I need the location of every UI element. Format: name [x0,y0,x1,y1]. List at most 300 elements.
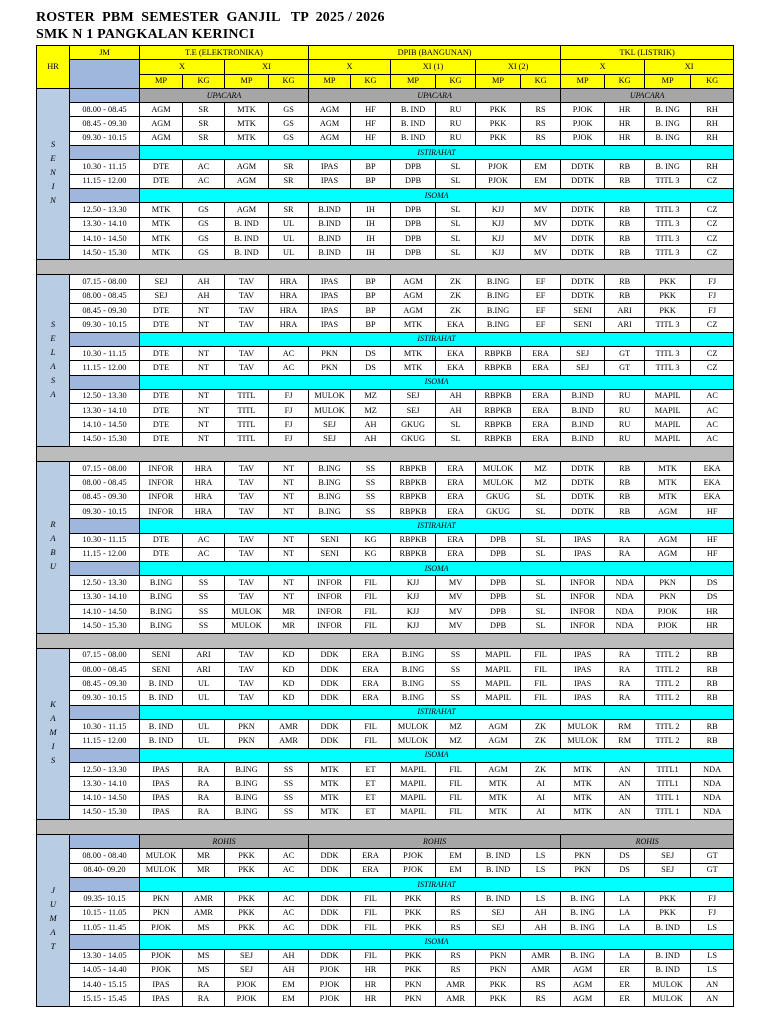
teacher-cell: ERA [436,462,476,476]
teacher-cell: DS [605,849,645,863]
subject-cell: B.IND [309,203,351,217]
subject-cell: DDK [309,849,351,863]
subject-cell: PJOK [309,978,351,992]
subject-cell: DDK [309,662,351,676]
subject-cell: TITL [225,432,269,446]
subject-cell: TAV [225,504,269,518]
teacher-cell: AH [269,963,309,977]
subject-cell: IPAS [140,978,183,992]
teacher-cell: RS [436,906,476,920]
session-label: UPACARA [140,88,309,102]
time-cell: 11.15 - 12.00 [70,547,140,561]
subject-cell: TAV [225,476,269,490]
teacher-cell: RA [183,978,225,992]
teacher-cell: FJ [691,906,734,920]
subject-cell: RBPKB [391,533,436,547]
teacher-cell: EKA [691,490,734,504]
class-header: X [140,60,225,74]
subject-cell: AGM [645,533,691,547]
teacher-cell: AH [521,920,561,934]
table-row [37,318,734,332]
teacher-cell: NDA [691,777,734,791]
teacher-cell: GS [183,203,225,217]
teacher-cell: SL [521,619,561,633]
teacher-cell: SS [351,476,391,490]
teacher-cell: SL [436,160,476,174]
subject-cell: PKN [225,720,269,734]
subject-cell: PKK [391,906,436,920]
teacher-cell: SL [436,231,476,245]
teacher-cell: AMR [521,949,561,963]
break-label: ISOMA [140,562,734,576]
subject-cell: B. IND [140,677,183,691]
break-label: ISOMA [140,748,734,762]
teacher-cell: RB [605,160,645,174]
teacher-cell: GS [183,231,225,245]
subject-cell: MTK [645,462,691,476]
teacher-cell: ERA [436,533,476,547]
teacher-cell: CZ [691,203,734,217]
school-name: SMK N 1 PANGKALAN KERINCI [36,27,255,42]
subject-cell: PJOK [561,103,605,117]
subject-cell: PKN [309,346,351,360]
teacher-cell: SL [521,576,561,590]
subject-cell: MTK [140,217,183,231]
teacher-cell: HR [691,619,734,633]
subject-cell: DPB [391,174,436,188]
time-cell: 08.45 - 09.30 [70,490,140,504]
divider-cell [37,447,734,462]
subject-cell: IPAS [140,791,183,805]
subject-cell: PKK [225,920,269,934]
subject-cell: DDTK [561,203,605,217]
teacher-cell: AN [605,777,645,791]
teacher-cell: EF [521,289,561,303]
subject-cell: PKK [225,906,269,920]
teacher-cell: GS [183,217,225,231]
time-cell [70,332,140,346]
kg-header: KG [269,74,309,88]
time-cell: 12.50 - 13.30 [70,762,140,776]
teacher-cell: AC [691,418,734,432]
subject-cell: DDK [309,863,351,877]
teacher-cell: MZ [521,462,561,476]
subject-cell: DTE [140,389,183,403]
break-label: ISTIRAHAT [140,519,734,533]
teacher-cell: SL [521,490,561,504]
subject-cell: KJJ [391,619,436,633]
subject-cell: MTK [391,318,436,332]
teacher-cell: ERA [436,504,476,518]
table-row [37,332,734,346]
teacher-cell: SL [521,504,561,518]
class-header: XI (1) [391,60,476,74]
subject-cell: RBPKB [391,490,436,504]
table-row [37,791,734,805]
teacher-cell: EM [521,160,561,174]
table-row [37,533,734,547]
teacher-cell: RA [605,648,645,662]
subject-cell: MULOK [645,992,691,1006]
teacher-cell: FIL [521,677,561,691]
table-row [37,490,734,504]
time-cell: 10.30 - 11.15 [70,720,140,734]
time-cell: 11.15 - 12.00 [70,174,140,188]
subject-cell: RBPKB [391,547,436,561]
teacher-cell: FIL [351,906,391,920]
teacher-cell: ET [351,791,391,805]
subject-cell: MTK [476,805,521,819]
teacher-cell: BP [351,160,391,174]
subject-cell: B.IND [561,404,605,418]
time-cell: 12.50 - 13.30 [70,203,140,217]
time-cell: 08.00 - 08.45 [70,103,140,117]
subject-cell: SEJ [561,361,605,375]
teacher-cell: FIL [351,590,391,604]
teacher-cell: FJ [269,418,309,432]
teacher-cell: AC [269,361,309,375]
subject-cell: PKK [645,289,691,303]
teacher-cell: IH [351,231,391,245]
subject-cell: DDK [309,949,351,963]
teacher-cell: AC [691,432,734,446]
subject-cell: DDTK [561,504,605,518]
teacher-cell: RS [436,963,476,977]
teacher-cell: NT [183,361,225,375]
teacher-cell: ERA [521,432,561,446]
time-cell: 09.35- 10.15 [70,892,140,906]
class-header: XI [645,60,734,74]
subject-cell: MAPIL [391,791,436,805]
subject-cell: TAV [225,576,269,590]
teacher-cell: FIL [436,791,476,805]
teacher-cell: MV [436,619,476,633]
teacher-cell: SS [183,576,225,590]
teacher-cell: FIL [351,604,391,618]
subject-cell: TITL [225,389,269,403]
subject-cell: TITL 3 [645,203,691,217]
table-row [37,361,734,375]
teacher-cell: LS [521,863,561,877]
subject-cell: PKN [561,849,605,863]
teacher-cell: CZ [691,174,734,188]
subject-cell: DDTK [561,217,605,231]
subject-cell: AGM [561,978,605,992]
teacher-cell: MZ [436,734,476,748]
teacher-cell: SS [436,662,476,676]
teacher-cell: ERA [521,361,561,375]
teacher-cell: EKA [436,318,476,332]
subject-cell: B.ING [140,576,183,590]
subject-cell: B. IND [391,103,436,117]
time-cell: 11.05 - 11.45 [70,920,140,934]
teacher-cell: ZK [436,289,476,303]
time-cell: 13.30 - 14.10 [70,590,140,604]
teacher-cell: AC [691,389,734,403]
subject-cell: IPAS [309,160,351,174]
subject-cell: AGM [391,289,436,303]
time-cell [70,835,140,849]
table-row [37,906,734,920]
time-cell: 08.00 - 08.40 [70,849,140,863]
subject-cell: DPB [476,619,521,633]
subject-cell: B. ING [645,160,691,174]
subject-cell: TAV [225,318,269,332]
teacher-cell: GT [691,849,734,863]
subject-cell: DDTK [561,231,605,245]
teacher-cell: LA [605,920,645,934]
teacher-cell: HRA [269,318,309,332]
subject-cell: DTE [140,533,183,547]
table-row [37,174,734,188]
subject-cell: KJJ [391,590,436,604]
teacher-cell: NT [183,304,225,318]
teacher-cell: RB [605,246,645,260]
subject-cell: DPB [476,547,521,561]
time-cell: 08.00 - 08.45 [70,662,140,676]
subject-cell: PKK [645,906,691,920]
teacher-cell: AMR [269,720,309,734]
table-row [37,476,734,490]
table-row [37,992,734,1006]
kg-header: KG [605,74,645,88]
subject-cell: SENI [561,304,605,318]
mp-header: MP [645,74,691,88]
teacher-cell: SS [436,648,476,662]
teacher-cell: MV [436,590,476,604]
teacher-cell: MZ [351,389,391,403]
teacher-cell: CZ [691,246,734,260]
subject-cell: INFOR [309,576,351,590]
teacher-cell: ERA [351,863,391,877]
teacher-cell: UL [183,734,225,748]
teacher-cell: AC [269,892,309,906]
subject-cell: MTK [476,777,521,791]
teacher-cell: BP [351,304,391,318]
subject-cell: MAPIL [645,432,691,446]
subject-cell: DDTK [561,246,605,260]
teacher-cell: ZK [436,304,476,318]
teacher-cell: RS [436,892,476,906]
table-row [37,576,734,590]
class-header: XI [225,60,309,74]
subject-cell: RBPKB [476,404,521,418]
table-row [37,777,734,791]
mp-header: MP [391,74,436,88]
table-row [37,375,734,389]
subject-cell: INFOR [561,604,605,618]
teacher-cell: NDA [605,619,645,633]
teacher-cell: FJ [269,432,309,446]
subject-cell: MTK [309,762,351,776]
teacher-cell: RB [605,289,645,303]
time-cell [70,562,140,576]
teacher-cell: RA [183,791,225,805]
subject-cell: RBPKB [476,361,521,375]
teacher-cell: SS [269,762,309,776]
table-row [37,562,734,576]
teacher-cell: AH [183,275,225,289]
teacher-cell: BP [351,275,391,289]
teacher-cell: NT [269,504,309,518]
teacher-cell: RU [436,131,476,145]
table-row [37,103,734,117]
time-cell: 13.30 - 14.10 [70,404,140,418]
table-row [37,131,734,145]
table-row [37,203,734,217]
day-label-selasa [37,275,70,447]
subject-cell: MULOK [309,404,351,418]
day-name: SENIN [48,139,58,210]
teacher-cell: MR [269,604,309,618]
table-row [37,835,734,849]
teacher-cell: ERA [436,547,476,561]
subject-cell: DDK [309,677,351,691]
teacher-cell: UL [269,217,309,231]
time-cell: 10.30 - 11.15 [70,346,140,360]
teacher-cell: FIL [436,805,476,819]
subject-cell: SEJ [309,432,351,446]
time-cell: 14.40 - 15.15 [70,978,140,992]
teacher-cell: SS [183,590,225,604]
subject-cell: SEJ [391,389,436,403]
subject-cell: TAV [225,490,269,504]
subject-cell: PKN [309,361,351,375]
table-row [37,705,734,719]
kg-header: KG [183,74,225,88]
subject-cell: PJOK [645,619,691,633]
teacher-cell: CZ [691,346,734,360]
table-row [37,304,734,318]
subject-cell: PJOK [476,174,521,188]
subject-cell: TAV [225,361,269,375]
jm-header: JM [70,46,140,60]
teacher-cell: SS [436,691,476,705]
subject-cell: DPB [391,217,436,231]
subject-cell: MULOK [309,389,351,403]
subject-cell: DTE [140,404,183,418]
kg-header: KG [351,74,391,88]
teacher-cell: UL [183,720,225,734]
teacher-cell: HRA [269,275,309,289]
day-divider [37,260,734,275]
mp-header: MP [476,74,521,88]
subject-cell: DDK [309,648,351,662]
teacher-cell: AI [521,805,561,819]
time-cell: 15.15 - 15.45 [70,992,140,1006]
time-cell: 07.15 - 08.00 [70,275,140,289]
day-label-kamis [37,648,70,820]
table-row [37,418,734,432]
teacher-cell: NDA [691,805,734,819]
teacher-cell: RA [183,992,225,1006]
teacher-cell: ZK [521,720,561,734]
teacher-cell: AH [436,389,476,403]
subject-cell: INFOR [140,462,183,476]
subject-cell: MULOK [645,978,691,992]
subject-cell: PJOK [476,160,521,174]
teacher-cell: NDA [691,791,734,805]
subject-cell: MULOK [561,734,605,748]
teacher-cell: RS [521,992,561,1006]
subject-cell: MULOK [225,619,269,633]
subject-cell: B. IND [225,217,269,231]
teacher-cell: FIL [351,576,391,590]
teacher-cell: RB [605,217,645,231]
teacher-cell: AMR [183,906,225,920]
subject-cell: PJOK [309,963,351,977]
table-row [37,949,734,963]
subject-cell: TITL 1 [645,805,691,819]
subject-cell: DDK [309,906,351,920]
teacher-cell: RH [691,131,734,145]
teacher-cell: HRA [183,504,225,518]
teacher-cell: RU [605,418,645,432]
teacher-cell: HF [691,504,734,518]
kg-header: KG [691,74,734,88]
teacher-cell: CZ [691,231,734,245]
subject-cell: TITL 2 [645,720,691,734]
subject-cell: KJJ [476,231,521,245]
subject-cell: MAPIL [476,662,521,676]
teacher-cell: RB [605,476,645,490]
teacher-cell: SR [269,160,309,174]
teacher-cell: IH [351,217,391,231]
day-name: SELASA [48,318,58,403]
break-label: ISTIRAHAT [140,332,734,346]
table-row [37,935,734,949]
teacher-cell: AN [605,805,645,819]
subject-cell: SEJ [225,949,269,963]
time-cell: 12.50 - 13.30 [70,576,140,590]
teacher-cell: NT [183,389,225,403]
teacher-cell: SL [436,174,476,188]
teacher-cell: SL [436,432,476,446]
subject-cell: AGM [309,103,351,117]
teacher-cell: RB [605,231,645,245]
time-cell: 13.30 - 14.10 [70,217,140,231]
subject-cell: IPAS [140,777,183,791]
subject-cell: MAPIL [391,805,436,819]
time-cell: 10.30 - 11.15 [70,160,140,174]
time-cell: 13.30 - 14.10 [70,777,140,791]
teacher-cell: MV [521,246,561,260]
teacher-cell: ERA [351,662,391,676]
table-row [37,188,734,202]
subject-cell: GKUG [476,490,521,504]
teacher-cell: RA [183,762,225,776]
class-header: X [309,60,391,74]
subject-cell: PJOK [140,920,183,934]
table-row [37,849,734,863]
subject-cell: B.ING [391,677,436,691]
teacher-cell: EKA [436,346,476,360]
time-cell: 10.15 - 11.05 [70,906,140,920]
subject-cell: DDTK [561,462,605,476]
subject-cell: B. ING [645,103,691,117]
teacher-cell: MR [183,863,225,877]
table-row [37,619,734,633]
teacher-cell: RA [605,691,645,705]
teacher-cell: MS [183,949,225,963]
subject-cell: TITL 2 [645,662,691,676]
subject-cell: SENI [561,318,605,332]
subject-cell: B.ING [476,275,521,289]
teacher-cell: AMR [183,892,225,906]
subject-cell: PKN [140,892,183,906]
table-row [37,246,734,260]
teacher-cell: LA [605,892,645,906]
